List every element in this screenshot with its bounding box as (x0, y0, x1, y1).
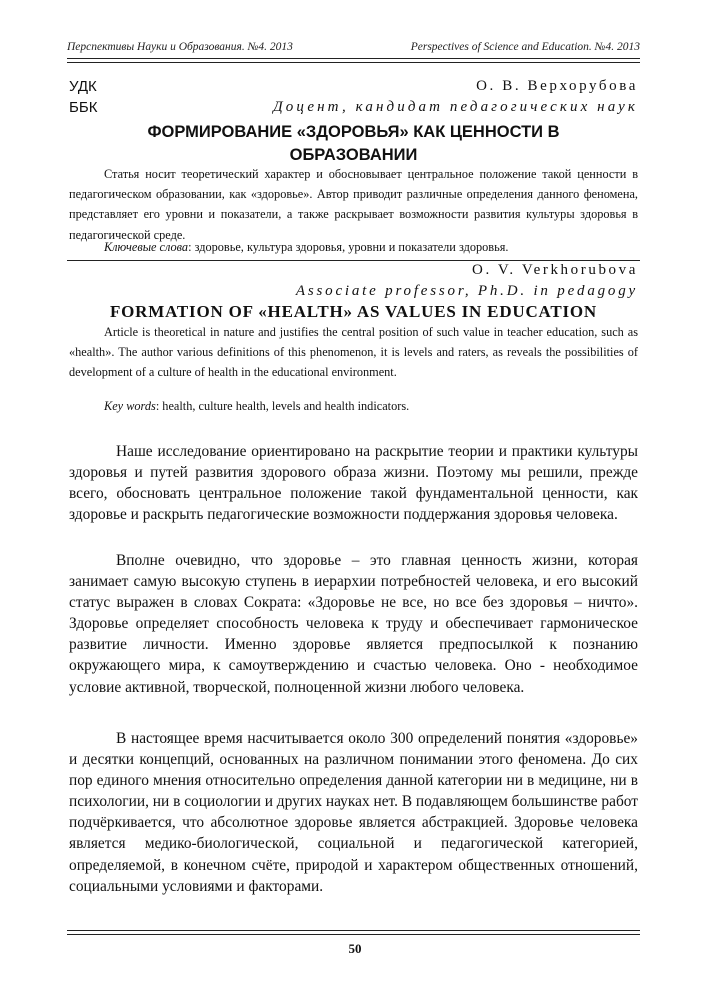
section-divider (67, 260, 640, 261)
footer-rule-thin (67, 930, 640, 931)
keywords-ru-label: Ключевые слова (104, 240, 189, 254)
body-paragraph-3-text: В настоящее время насчитывается около 300 определений понятия «здоровье» и десятки концепций, основанных на различном понимании этого феномена. До сих пор единого мнения относительно определения данной категории ни в медицине, ни в психологии, ни в социологии и других науках нет. В подавляющем большинстве работ подчёркивается, что абсолютное здоровье является абстракцией. Здоровье человека является медико-биологической, социальной и педагогической категорией, определяемой, в конечном счёте, природой и характером общественных отношений, социальными условиями и факторами. (69, 730, 639, 895)
body-paragraph-1 (69, 441, 638, 525)
body-paragraph-1-text: Наше исследование ориентировано на раскрытие теории и практики культуры здоровья и путей развития здорового образа жизни. Поэтому мы решили, прежде всего, обосновать центральное положение такой фундаментальной ценности, как здоровье и раскрыть педагогические возможности поддержания здоровья человека. (69, 443, 638, 524)
keywords-en-label: Key words (104, 399, 156, 413)
header-rule-thick (67, 58, 640, 59)
keywords-ru (104, 240, 508, 255)
udk-label: УДК (69, 78, 97, 95)
author-name-ru: О. В. Верхорубова (476, 78, 638, 94)
body-paragraph-3 (69, 728, 638, 897)
keywords-en-text: : health, culture health, levels and health indicators. (155, 399, 410, 413)
body-paragraph-2 (69, 550, 638, 698)
abstract-ru (69, 164, 638, 245)
article-title-ru-line1: ФОРМИРОВАНИЕ «ЗДОРОВЬЯ» КАК ЦЕННОСТИ В (147, 123, 560, 141)
running-header-left: Перспективы Науки и Образования. №4. 2013 (67, 41, 293, 53)
page-number: 50 (348, 941, 362, 956)
article-title-en: FORMATION OF «HEALTH» AS VALUES IN EDUCATION (109, 302, 598, 321)
author-name-en: O. V. Verkhorubova (472, 262, 638, 278)
author-position-ru: Доцент, кандидат педагогических наук (273, 99, 638, 115)
abstract-ru-text: Статья носит теоретический характер и обосновывает центральное положение такой ценности в педагогическом образовании, как «здоровье». Автор приводит различные определения данного феномена, представляет его уровни и показатели, а также раскрывает возможности развития культуры здоровья в педагогической среде. (69, 167, 638, 242)
keywords-en (104, 399, 409, 414)
keywords-ru-text: : здоровье, культура здоровья, уровни и показатели здоровья. (188, 240, 509, 254)
running-header-right: Perspectives of Science and Education. №4. 2013 (410, 41, 640, 53)
article-title-ru-line2: ОБРАЗОВАНИИ (289, 146, 418, 164)
abstract-en-text: Article is theoretical in nature and justifies the central position of such value in teacher education, such as «health». The author various definitions of this phenomenon, it is levels and raters, as reveals the possibilities of development of a culture of health in the educational environment. (69, 325, 638, 380)
author-position-en: Associate professor, Ph.D. in pedagogy (295, 283, 638, 299)
footer-rule-thick (67, 934, 640, 935)
bbk-label: ББК (69, 99, 98, 116)
header-rule-thin (67, 62, 640, 63)
article-title-ru (67, 121, 640, 167)
abstract-en (69, 322, 638, 383)
body-paragraph-2-text: Вполне очевидно, что здоровье – это главная ценность жизни, которая занимает самую высокую ступень в иерархии потребностей человека, и его высокий статус выражен в словах Сократа: «Здоровье не все, но все без здоровья – ничто». Здоровье определяет способность человека к труду и обеспечивает гармоническое развитие личности. Именно здоровье является предпосылкой к познанию окружающего мира, к самоутверждению и счастью человека. Оно - необходимое условие активной, творческой, полноценной жизни любого человека. (69, 552, 638, 696)
